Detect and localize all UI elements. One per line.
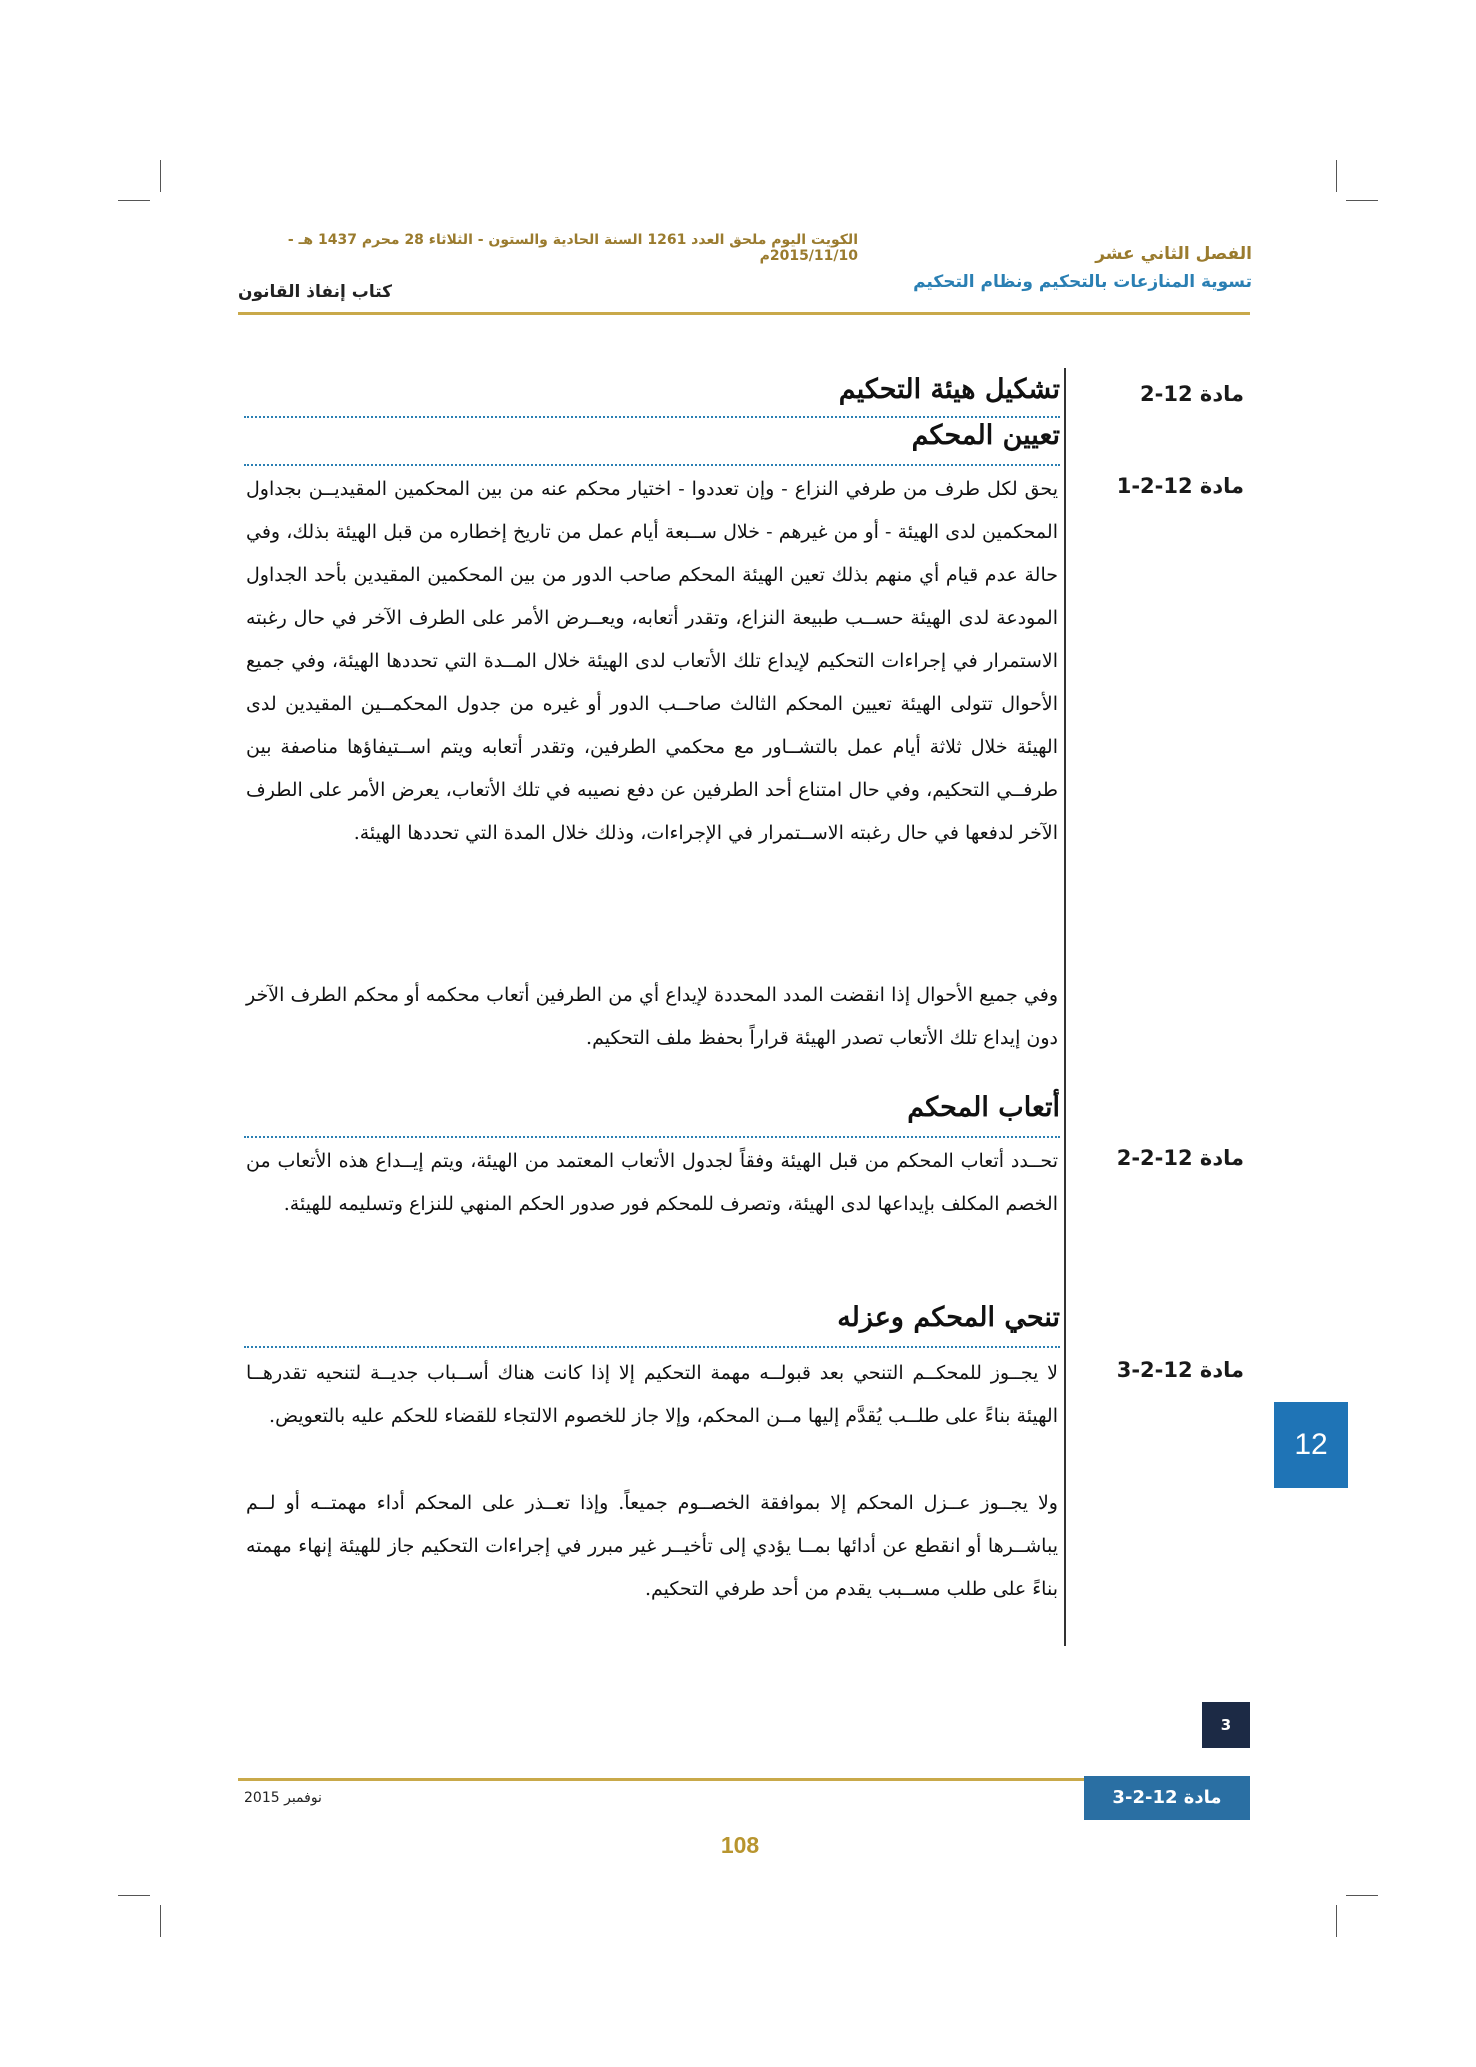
article-label: مادة 12-2-3 <box>1116 1358 1244 1382</box>
article-paragraph: تحــدد أتعاب المحكم من قبل الهيئة وفقاً لجدول الأتعاب المعتمد من الهيئة، ويتم إيــداع هذه الأتعاب من الخصم المكلف بإيداعها لدى الهيئة، وتصرف للمحكم فور صدور الحكم المنهي للنزاع وتسليمه للهيئة. <box>246 1150 1058 1215</box>
crop-mark <box>1336 160 1337 192</box>
crop-mark <box>160 160 161 192</box>
dotted-divider <box>244 1346 1060 1348</box>
article-label: مادة 12-2-1 <box>1116 474 1244 498</box>
gazette-line: الكويت اليوم ملحق العدد 1261 السنة الحادية والستون - الثلاثاء 28 محرم 1437 هـ - 2015/11/10م <box>287 232 858 264</box>
section-heading: تشكيل هيئة التحكيم <box>838 374 1060 405</box>
article-paragraph: لا يجــوز للمحكــم التنحي بعد قبولــه مهمة التحكيم إلا إذا كانت هناك أســباب جديــة لتنحيه تقدرهــا الهيئة بناءً على طلــب يُقدَّم إليها مــن المحكم، وإلا جاز للخصوم الالتجاء للقضاء للحكم عليه بالتعويض. <box>246 1362 1058 1427</box>
dotted-divider <box>244 464 1060 466</box>
crop-mark <box>1336 1905 1337 1937</box>
page-box: 3 <box>1202 1702 1250 1748</box>
chapter-label: الفصل الثاني عشر <box>1095 244 1252 264</box>
book-title: كتاب إنفاذ القانون <box>238 282 393 302</box>
crop-mark <box>1346 200 1378 201</box>
article-label: مادة 12-2-2 <box>1116 1146 1244 1170</box>
page-number: 108 <box>720 1832 760 1858</box>
dotted-divider <box>244 416 1060 418</box>
article-label: مادة 12-2 <box>1140 382 1244 406</box>
article-paragraph: ولا يجــوز عــزل المحكم إلا بموافقة الخصــوم جميعاً. وإذا تعــذر على المحكم أداء مهمتــه أو لــم يباشــرها أو انقطع عن أدائها بمــا يؤدي إلى تأخيــر غير مبرر في إجراءات التحكيم جاز للهيئة إنهاء مهمته بناءً على طلب مســبب يقدم من أحد طرفي التحكيم. <box>246 1492 1058 1600</box>
footer-article: مادة 12-2-3 <box>1084 1776 1250 1820</box>
crop-mark <box>118 200 150 201</box>
dotted-divider <box>244 1136 1060 1138</box>
crop-mark <box>118 1895 150 1896</box>
footer-rule <box>238 1778 1084 1781</box>
column-divider <box>1064 368 1066 1646</box>
footer-date: نوفمبر 2015 <box>244 1790 322 1806</box>
crop-mark <box>160 1905 161 1937</box>
header-rule <box>238 312 1250 315</box>
chapter-title: تسوية المنازعات بالتحكيم ونظام التحكيم <box>913 272 1252 292</box>
crop-mark <box>1346 1895 1378 1896</box>
chapter-tab: 12 <box>1274 1402 1348 1488</box>
section-heading: تنحي المحكم وعزله <box>837 1302 1060 1333</box>
article-paragraph: يحق لكل طرف من طرفي النزاع - وإن تعددوا - اختيار محكم عنه من بين المحكمين المقيديــن بجداول المحكمين لدى الهيئة - أو من غيرهم - خلال ســبعة أيام عمل من تاريخ إخطاره من قبل الهيئة بذلك، وفي حالة عدم قيام أي منهم بذلك تعين الهيئة المحكم صاحب الدور من بين المحكمين المقيدين بأحد الجداول المودعة لدى الهيئة حســب طبيعة النزاع، وتقدر أتعابه، ويعــرض الأمر على الطرف الآخر في حال رغبته الاستمرار في إجراءات التحكيم لإيداع تلك الأتعاب لدى الهيئة خلال المــدة التي تحددها الهيئة، وفي جميع الأحوال تتولى الهيئة تعيين المحكم الثالث صاحــب الدور أو غيره من جدول المحكمــين المقيدين لدى الهيئة خلال ثلاثة أيام عمل بالتشــاور مع محكمي الطرفين، وتقدر أتعابه ويتم اســتيفاؤها مناصفة بين طرفــي التحكيم، وفي حال امتناع أحد الطرفين عن دفع نصيبه في تلك الأتعاب، يعرض الأمر على الطرف الآخر لدفعها في حال رغبته الاســتمرار في الإجراءات، وذلك خلال المدة التي تحددها الهيئة. <box>246 478 1058 844</box>
article-paragraph: وفي جميع الأحوال إذا انقضت المدد المحددة لإيداع أي من الطرفين أتعاب محكمه أو محكم الطرف الآخر دون إيداع تلك الأتعاب تصدر الهيئة قراراً بحفظ ملف التحكيم. <box>246 984 1058 1049</box>
section-heading: تعيين المحكم <box>911 420 1060 451</box>
section-heading: أتعاب المحكم <box>907 1092 1060 1123</box>
